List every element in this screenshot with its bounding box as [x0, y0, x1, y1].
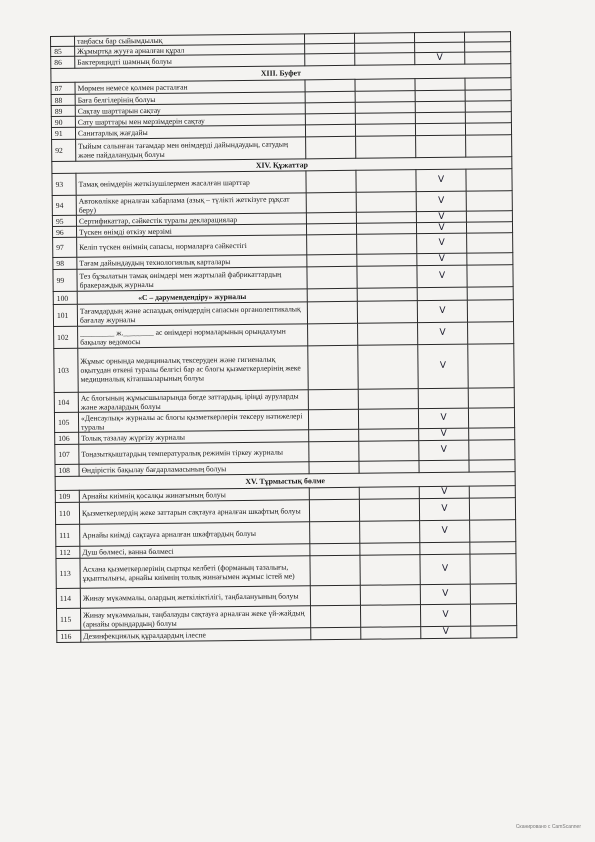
row-description: Автокөлікке арналған хабарлама (азық – түлікті жеткізуге рұқсат беру) [76, 193, 306, 215]
row-number: 88 [51, 94, 75, 105]
empty-cell [356, 192, 416, 213]
empty-cell [359, 499, 419, 522]
check-mark-cell: V [416, 169, 466, 192]
empty-cell [310, 555, 360, 586]
empty-cell [306, 223, 356, 235]
empty-cell [359, 429, 419, 442]
empty-cell [309, 429, 359, 442]
row-number: 115 [56, 608, 80, 630]
row-description: Толық тазалау жүргізу журналы [79, 430, 309, 444]
empty-cell [308, 389, 358, 410]
empty-cell [359, 441, 419, 462]
row-description: «С – дәрумендендіру» журналы [77, 289, 307, 304]
row-number: 103 [54, 348, 78, 392]
row-number: 112 [56, 546, 80, 558]
empty-cell [355, 113, 415, 125]
empty-cell [308, 345, 358, 390]
row-description: Тез бұзылатын тамақ өнімдері мен жартылай фабрикаттардың бракераждық журналы [77, 267, 307, 291]
row-number: 113 [56, 558, 80, 588]
empty-cell [469, 440, 515, 460]
section-title: XV. Тұрмыстық бөлме [55, 472, 515, 491]
document-sheet [50, 31, 516, 643]
row-description: Жинау мүкәммалы, олардың жеткіліктілігі, таңбалануының болуы [80, 586, 310, 608]
empty-cell [465, 90, 511, 101]
row-description: Ас блогының жұмысшыларында бөгде заттардың, іріңді ауруларды және жаралардың болуы [78, 390, 308, 412]
empty-cell [359, 461, 419, 474]
row-description: Санитарлық жағдайы [75, 125, 305, 139]
empty-cell [466, 135, 512, 157]
check-mark-cell [415, 90, 465, 102]
empty-cell [469, 486, 515, 498]
empty-cell [356, 170, 416, 193]
row-description: «Денсаулық» журналы ас блогы қызметкерлерін тексеру нәтижелері туралы [78, 410, 308, 432]
row-description: Жұмыс орнында медициналық тексеруден және гигиеналық оқытудан өткені туралы белгісі бар ас блогы қызметкерлерінің жеке медициналық кітапшаларының болуы [78, 346, 308, 392]
empty-cell [305, 91, 355, 103]
empty-cell [467, 287, 513, 300]
empty-cell [465, 52, 511, 64]
empty-cell [465, 42, 511, 52]
empty-cell [304, 33, 354, 44]
empty-cell [358, 409, 418, 430]
check-mark-cell: V [417, 253, 467, 266]
empty-cell [359, 487, 419, 500]
empty-cell [305, 43, 355, 54]
row-description: Душ бөлмесі, ванна бөлмесі [80, 544, 310, 558]
row-number: 116 [57, 630, 81, 642]
empty-cell [306, 192, 356, 213]
empty-cell [360, 605, 420, 628]
check-mark-cell [414, 32, 464, 43]
empty-cell [355, 53, 415, 66]
empty-cell [465, 112, 511, 123]
check-mark-cell: V [417, 265, 467, 288]
empty-cell [309, 487, 359, 500]
check-mark-cell [417, 287, 467, 301]
empty-cell [310, 585, 360, 606]
row-description: Жинау мүкәммалын, таңбалауды сақтауға арналған жеке үй-жайдың (арнайы орындардың) болуы [80, 606, 310, 630]
check-mark-cell: V [420, 604, 470, 627]
row-number: 109 [55, 490, 79, 502]
check-mark-cell: V [420, 554, 470, 585]
table-row [56, 554, 516, 589]
empty-cell [469, 428, 515, 440]
empty-cell [357, 301, 417, 324]
check-mark-cell [416, 135, 466, 158]
empty-cell [469, 460, 515, 472]
row-number: 90 [51, 116, 75, 127]
check-mark-cell: V [420, 584, 470, 605]
row-description: Тыйым салынған тағамдар мен өнімдерді дайындаудың, сатудың және пайдаланудың болуы [76, 137, 306, 161]
empty-cell [305, 53, 355, 66]
row-description: Дезинфекциялық құралдардың ілеспе [81, 628, 311, 642]
empty-cell [468, 344, 514, 388]
empty-cell [470, 584, 516, 604]
empty-cell [466, 211, 512, 222]
empty-cell [305, 102, 355, 114]
row-description: Тамақ өнімдерін жеткізушілермен жасалған шарттар [76, 171, 306, 195]
check-mark-cell [419, 460, 469, 473]
row-description: Тоңазытқыштардың температуралық режимін тіркеу журналы [79, 442, 309, 464]
row-description: Бактерицидті шамның болуы [75, 54, 305, 68]
row-number [51, 36, 75, 46]
section-title: XIV. Құжаттар [52, 157, 512, 174]
check-mark-cell: V [420, 520, 470, 543]
empty-cell [307, 301, 357, 324]
empty-cell [307, 254, 357, 267]
row-description: таңбасы бар сыйымдылық [75, 34, 305, 46]
empty-cell [467, 265, 513, 287]
empty-cell [355, 43, 415, 54]
row-number: 97 [53, 237, 77, 257]
row-number: 111 [56, 524, 80, 546]
empty-cell [466, 222, 512, 233]
empty-cell [358, 389, 418, 410]
empty-cell [465, 78, 511, 90]
row-description: Қызметкерлердің жеке заттарын сақтауға арналған шкафтың болуы [79, 500, 309, 524]
empty-cell [358, 345, 418, 390]
empty-cell [356, 212, 416, 224]
check-mark-cell: V [416, 211, 466, 223]
row-number: 94 [52, 195, 76, 215]
empty-cell [305, 124, 355, 137]
empty-cell [306, 170, 356, 193]
row-number: 110 [55, 502, 79, 524]
row-number: 104 [54, 392, 78, 412]
empty-cell [470, 542, 516, 554]
empty-cell [470, 520, 516, 542]
empty-cell [467, 233, 513, 253]
empty-cell [308, 323, 358, 346]
check-mark-cell: V [415, 52, 465, 65]
empty-cell [469, 498, 515, 520]
row-description: Сақтау шарттарын сақтау [75, 103, 305, 116]
empty-cell [309, 461, 359, 474]
check-mark-cell [415, 123, 465, 136]
empty-cell [465, 101, 511, 112]
row-number: 105 [54, 412, 78, 432]
empty-cell [466, 191, 512, 211]
empty-cell [471, 626, 517, 638]
row-number: 98 [53, 257, 77, 269]
check-mark-cell [418, 388, 468, 409]
empty-cell [468, 322, 514, 344]
row-number: 89 [51, 105, 75, 116]
empty-cell [360, 543, 420, 556]
empty-cell [356, 223, 416, 235]
row-description: Жұмыртқа жууға арналған құрал [75, 44, 305, 56]
empty-cell [470, 554, 516, 584]
check-mark-cell [415, 42, 465, 53]
check-mark-cell: V [419, 428, 469, 441]
row-number: 92 [52, 139, 76, 161]
row-number: 100 [53, 291, 77, 304]
check-mark-cell [415, 78, 465, 91]
empty-cell [310, 543, 360, 556]
empty-cell [307, 234, 357, 255]
empty-cell [356, 136, 416, 159]
row-number: 107 [55, 444, 79, 464]
check-mark-cell [415, 101, 465, 113]
empty-cell [465, 123, 511, 135]
empty-cell [361, 627, 421, 640]
row-number: 106 [55, 432, 79, 444]
empty-cell [357, 288, 417, 302]
empty-cell [355, 91, 415, 103]
row-number: 85 [51, 46, 75, 56]
empty-cell [468, 388, 514, 408]
empty-cell [355, 102, 415, 114]
scanner-watermark: Сканировано с CamScanner [515, 824, 581, 830]
row-description: Мөрмен немесе қолмен расталған [75, 80, 305, 94]
row-number: 101 [53, 304, 77, 326]
row-number: 86 [51, 56, 75, 68]
check-mark-cell: V [419, 486, 469, 499]
row-description: Арнайы киімді сақтауға арналған шкафтардың болуы [80, 522, 310, 546]
empty-cell [311, 627, 361, 640]
check-mark-cell: V [416, 191, 466, 212]
row-number: 99 [53, 269, 77, 291]
row-number: 114 [56, 588, 80, 608]
empty-cell [306, 136, 356, 159]
row-description: Тағамдардың және аспаздық өнімдердің сапасын органолептикалық бағалау журналы [77, 302, 307, 326]
checklist-table [50, 31, 517, 643]
check-mark-cell: V [418, 408, 468, 429]
row-description: Сертификаттар, сәйкестік туралы декларациялар [76, 213, 306, 226]
check-mark-cell: V [418, 344, 468, 389]
empty-cell [308, 409, 358, 430]
row-description: Келіп түскен өнімнің сапасы, нормаларға сәйкестігі [77, 235, 307, 257]
section-title: XIII. Буфет [51, 64, 511, 83]
empty-cell [467, 300, 513, 322]
row-description: Арнайы киімнің қосалқы жинағының болуы [79, 488, 309, 502]
empty-cell [357, 254, 417, 267]
empty-cell [309, 441, 359, 462]
row-description: Тағам дайындаудың технологиялық карталары [77, 255, 307, 269]
empty-cell [360, 585, 420, 606]
check-mark-cell: V [419, 440, 469, 461]
empty-cell [309, 499, 359, 522]
empty-cell [310, 521, 360, 544]
row-number: 108 [55, 464, 79, 476]
check-mark-cell: V [418, 322, 468, 345]
check-mark-cell: V [421, 626, 471, 639]
row-number: 95 [52, 215, 76, 226]
empty-cell [306, 212, 356, 224]
empty-cell [310, 605, 360, 628]
empty-cell [307, 288, 357, 302]
check-mark-cell: V [417, 233, 467, 254]
table-row [54, 344, 514, 393]
empty-cell [468, 408, 514, 428]
empty-cell [466, 169, 512, 191]
empty-cell [355, 124, 415, 137]
empty-cell [467, 253, 513, 265]
row-number: 91 [51, 127, 75, 139]
empty-cell [470, 604, 516, 626]
empty-cell [360, 521, 420, 544]
empty-cell [360, 555, 420, 586]
empty-cell [305, 79, 355, 92]
check-mark-cell [420, 542, 470, 555]
check-mark-cell: V [416, 222, 466, 234]
row-description: Өндірістік бақылау бағдарламасының болуы [79, 462, 309, 476]
empty-cell [358, 323, 418, 346]
empty-cell [355, 79, 415, 92]
check-mark-cell: V [417, 300, 467, 323]
row-description: Сату шарттары мен мерзімдерін сақтау [75, 114, 305, 127]
row-number: 96 [52, 226, 76, 237]
empty-cell [305, 113, 355, 125]
row-description: Баға белгілерінің болуы [75, 92, 305, 105]
row-number: 102 [54, 326, 78, 348]
check-mark-cell [415, 112, 465, 124]
row-number: 87 [51, 82, 75, 94]
empty-cell [354, 33, 414, 44]
row-description: Түскен өнімді өткізу мерзімі [76, 224, 306, 237]
empty-cell [464, 32, 510, 42]
empty-cell [357, 234, 417, 255]
empty-cell [307, 266, 357, 289]
row-number: 93 [52, 173, 76, 195]
row-description: _________ ж.________ ас өнімдері нормаларының орындалуын бақылау ведомосы [78, 324, 308, 348]
empty-cell [357, 266, 417, 289]
check-mark-cell: V [419, 498, 469, 521]
row-description: Асхана қызметкерлерінің сыртқы келбеті (форманың тазалығы, ұқыптылығы, арнайы киімнің толық жинағымен жұмыс істей ме) [80, 556, 310, 588]
